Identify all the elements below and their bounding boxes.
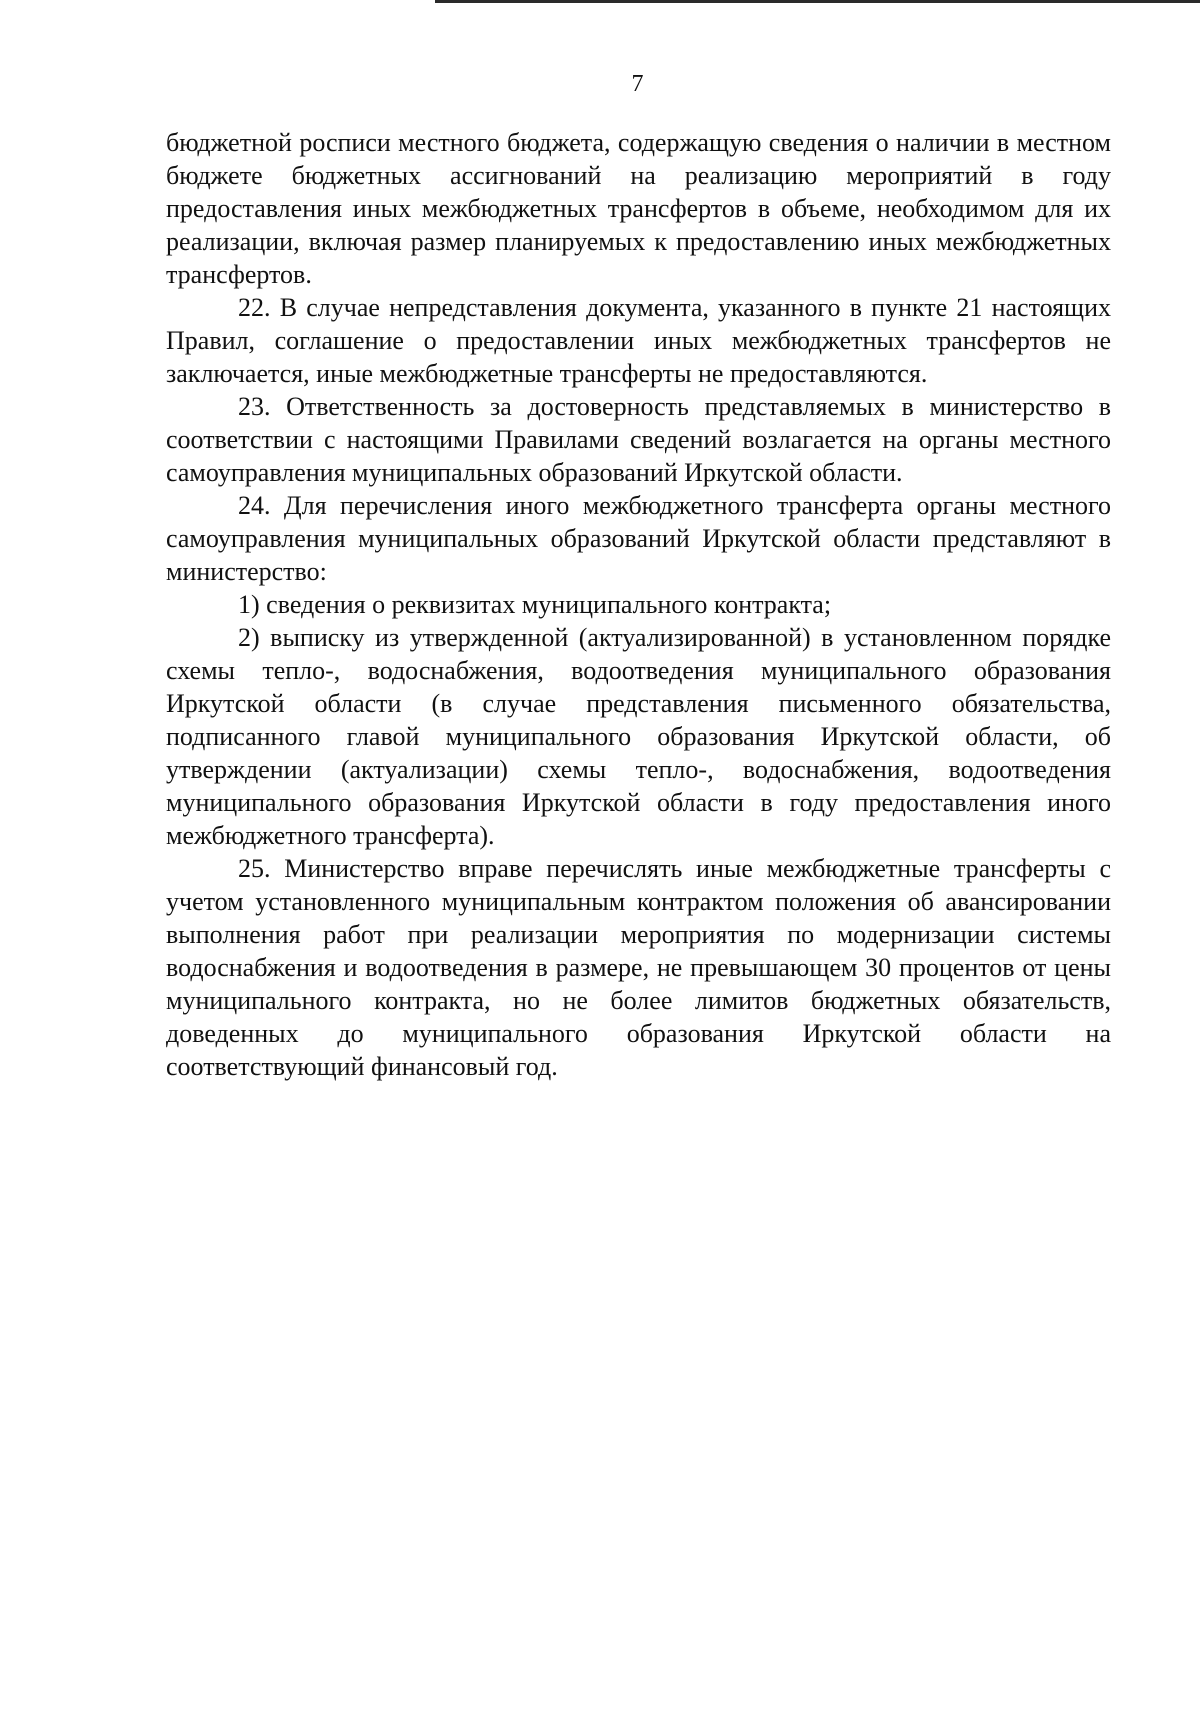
paragraph-25: 25. Министерство вправе перечислять иные межбюджетные трансферты с учетом установленного муниципальным контрактом положения об авансировании выполнения работ при реализации мероприятия по модернизации системы водоснабжения и водоотведения в размере, не превышающем 30 процентов от цены муниципального контракта, но не более лимитов бюджетных обязательств, доведенных до муниципального образования Иркутской области на соответствующий финансовый год. <box>166 854 1111 1081</box>
page-number: 7 <box>631 71 644 97</box>
paragraph-continuation: бюджетной росписи местного бюджета, содержащую сведения о наличии в местном бюджете бюджетных ассигнований на реализацию мероприятий в году предоставления иных межбюджетных трансфертов в объеме, необходимом для их реализации, включая размер планируемых к предоставлению иных межбюджетных трансфертов. <box>166 128 1111 289</box>
document-body <box>166 126 1111 1083</box>
paragraph-22: 22. В случае непредставления документа, указанного в пункте 21 настоящих Правил, соглашение о предоставлении иных межбюджетных трансфертов не заключается, иные межбюджетные трансферты не предоставляются. <box>166 293 1111 388</box>
paragraph-24-item-2: 2) выписку из утвержденной (актуализированной) в установленном порядке схемы тепло-, водоснабжения, водоотведения муниципального образования Иркутской области (в случае представления письменного обязательства, подписанного главой муниципального образования Иркутской области, об утверждении (актуализации) схемы тепло-, водоснабжения, водоотведения муниципального образования Иркутской области в году предоставления иного межбюджетного трансферта). <box>166 623 1111 850</box>
scan-edge-line <box>435 0 1200 3</box>
paragraph-24-item-1: 1) сведения о реквизитах муниципального контракта; <box>238 590 832 619</box>
paragraph-24: 24. Для перечисления иного межбюджетного трансферта органы местного самоуправления муниципальных образований Иркутской области представляют в министерство: <box>166 491 1111 586</box>
paragraph-23: 23. Ответственность за достоверность представляемых в министерство в соответствии с настоящими Правилами сведений возлагается на органы местного самоуправления муниципальных образований Иркутской области. <box>166 392 1111 487</box>
